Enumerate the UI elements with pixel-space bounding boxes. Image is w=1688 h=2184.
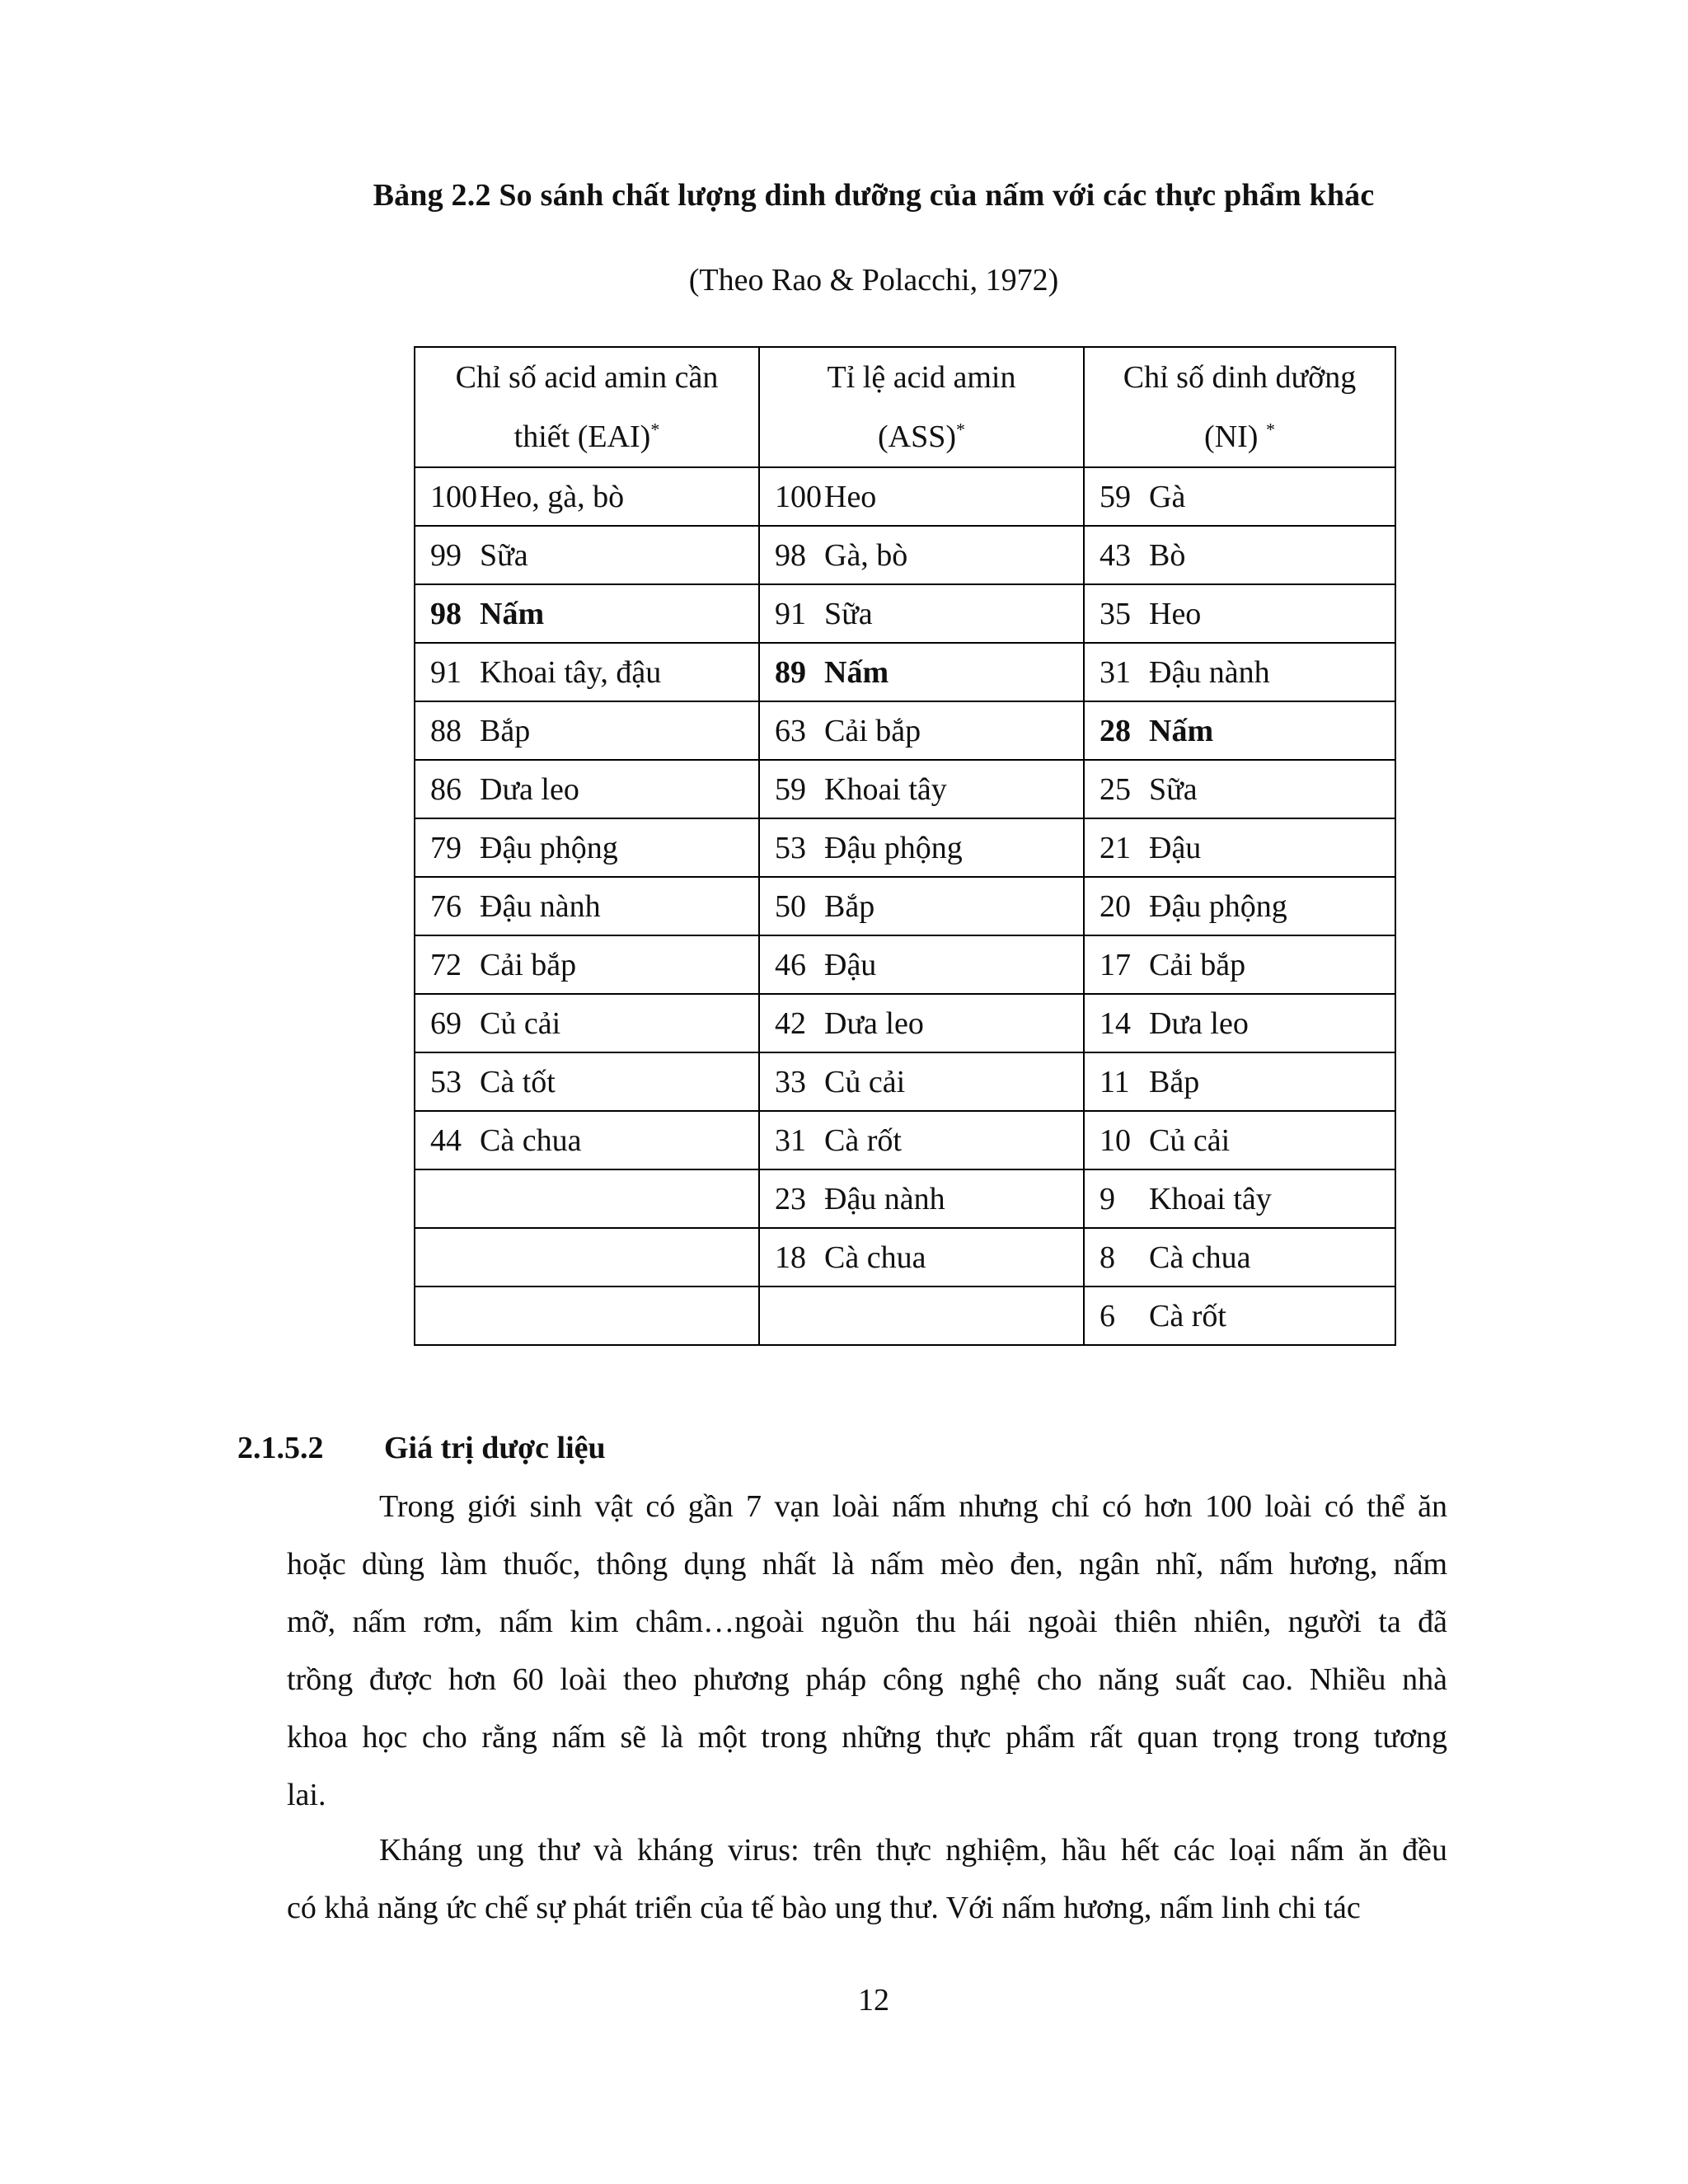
cell-food: Khoai tây: [824, 771, 947, 807]
table-cell: [759, 877, 1084, 935]
cell-food: Nấm: [824, 654, 889, 690]
cell-food: Dưa leo: [1149, 1005, 1249, 1041]
header-line2: thiết (EAI): [513, 419, 651, 454]
cell-value: 42: [775, 1005, 806, 1041]
cell-value: 28: [1100, 713, 1131, 748]
table-cell: [759, 526, 1084, 584]
cell-food: Bò: [1149, 537, 1186, 573]
table-cell: [415, 877, 759, 935]
cell-value: 8: [1100, 1240, 1115, 1275]
table-row: [415, 1111, 1395, 1169]
table-cell: [415, 701, 759, 760]
paragraph-line: có khả năng ức chế sự phát triển của tế bào ung thư. Với nấm hương, nấm linh chi tác: [287, 1891, 1361, 1925]
table-source: (Theo Rao & Polacchi, 1972): [688, 263, 1059, 298]
cell-food: Đậu phộng: [824, 830, 963, 865]
cell-value: 79: [430, 830, 462, 865]
table-cell: [759, 1169, 1084, 1228]
table-row: [415, 760, 1395, 818]
header-line2: (NI): [1204, 419, 1266, 454]
cell-value: 46: [775, 947, 806, 982]
cell-value: 89: [775, 654, 806, 690]
header-line1: Chỉ số acid amin cần: [455, 360, 719, 395]
cell-food: Đậu: [824, 947, 877, 982]
table-cell: [415, 584, 759, 643]
cell-value: 53: [775, 830, 806, 865]
cell-value: 100: [430, 479, 477, 514]
cell-food: Bắp: [480, 713, 531, 748]
table-cell: [415, 818, 759, 877]
cell-food: Heo, gà, bò: [480, 479, 625, 514]
table-cell: [415, 935, 759, 994]
cell-value: 59: [1100, 479, 1131, 514]
cell-value: 76: [430, 888, 462, 924]
paragraph-line: khoa học cho rằng nấm sẽ là một trong những thực phẩm rất quan trọng trong tương: [287, 1720, 1447, 1755]
cell-food: Heo: [1149, 596, 1202, 631]
cell-food: Đậu phộng: [480, 830, 618, 865]
table-cell: [1084, 1169, 1395, 1228]
cell-value: 6: [1100, 1298, 1115, 1333]
cell-food: Nấm: [480, 596, 545, 631]
cell-food: Bắp: [824, 888, 875, 924]
table-row: [415, 643, 1395, 701]
cell-food: Cà tốt: [480, 1064, 556, 1099]
cell-value: 9: [1100, 1181, 1115, 1216]
table-cell: [415, 1111, 759, 1169]
cell-value: 53: [430, 1064, 462, 1099]
table-cell: [759, 818, 1084, 877]
cell-value: 14: [1100, 1005, 1131, 1041]
cell-value: 10: [1100, 1122, 1131, 1158]
table-cell: [759, 935, 1084, 994]
table-row: [415, 526, 1395, 584]
table-cell: [759, 1286, 1084, 1345]
cell-food: Cà chua: [1149, 1240, 1251, 1275]
table-cell: [759, 994, 1084, 1052]
paragraph-line: trồng được hơn 60 loài theo phương pháp công nghệ cho năng suất cao. Nhiều nhà: [287, 1662, 1447, 1697]
cell-value: 17: [1100, 947, 1131, 982]
cell-food: Củ cải: [480, 1005, 561, 1041]
table-cell: [1084, 1286, 1395, 1345]
cell-food: Đậu nành: [480, 888, 601, 924]
table-cell: [759, 1111, 1084, 1169]
table-row: [415, 877, 1395, 935]
cell-food: Nấm: [1149, 713, 1214, 748]
cell-value: 20: [1100, 888, 1131, 924]
table-cell: [415, 1169, 759, 1228]
table-row: [415, 1169, 1395, 1228]
table-caption: Bảng 2.2 So sánh chất lượng dinh dưỡng của nấm với các thực phẩm khác: [373, 178, 1375, 213]
cell-value: 98: [775, 537, 806, 573]
paragraph-2: [287, 1821, 1447, 1937]
header-ni: [1084, 347, 1395, 467]
table-cell: [415, 994, 759, 1052]
footnote-mark: *: [1265, 419, 1275, 440]
table-cell: [1084, 760, 1395, 818]
header-eai: [415, 347, 759, 467]
cell-value: 86: [430, 771, 462, 807]
table-cell: [1084, 818, 1395, 877]
nutrition-comparison-table: [414, 346, 1396, 1346]
cell-food: Cải bắp: [824, 713, 921, 748]
cell-food: Khoai tây, đậu: [480, 654, 662, 690]
header-line1: Chỉ số dinh dưỡng: [1123, 360, 1357, 395]
table-cell: [415, 1052, 759, 1111]
cell-value: 50: [775, 888, 806, 924]
cell-value: 25: [1100, 771, 1131, 807]
page-number: 12: [858, 1983, 889, 2018]
cell-value: 18: [775, 1240, 806, 1275]
cell-value: 69: [430, 1005, 462, 1041]
table-row: [415, 994, 1395, 1052]
section-title: Giá trị dược liệu: [384, 1431, 606, 1465]
table-row: [415, 701, 1395, 760]
cell-value: 99: [430, 537, 462, 573]
table-cell: [759, 760, 1084, 818]
table-cell: [1084, 526, 1395, 584]
table-cell: [1084, 643, 1395, 701]
cell-value: 72: [430, 947, 462, 982]
cell-food: Sữa: [1149, 771, 1198, 807]
table-cell: [1084, 877, 1395, 935]
cell-value: 98: [430, 596, 462, 631]
table-cell: [1084, 935, 1395, 994]
cell-value: 33: [775, 1064, 806, 1099]
table-cell: [1084, 1052, 1395, 1111]
cell-food: Gà: [1149, 479, 1186, 514]
table-cell: [1084, 467, 1395, 526]
table-body: [415, 467, 1395, 1345]
table-cell: [759, 467, 1084, 526]
table-cell: [415, 643, 759, 701]
cell-food: Đậu phộng: [1149, 888, 1287, 924]
table-header-row: [415, 347, 1395, 467]
cell-food: Sữa: [824, 596, 873, 631]
table-row: [415, 1052, 1395, 1111]
table-cell: [415, 467, 759, 526]
cell-value: 43: [1100, 537, 1131, 573]
table-cell: [415, 1286, 759, 1345]
cell-value: 59: [775, 771, 806, 807]
footnote-mark: *: [650, 419, 660, 440]
table-cell: [415, 1228, 759, 1286]
cell-value: 44: [430, 1122, 462, 1158]
table-cell: [1084, 1228, 1395, 1286]
table-cell: [759, 1228, 1084, 1286]
cell-food: Cải bắp: [1149, 947, 1246, 982]
cell-value: 35: [1100, 596, 1131, 631]
cell-food: Củ cải: [824, 1064, 906, 1099]
cell-food: Cà rốt: [1149, 1298, 1226, 1333]
section-number: 2.1.5.2: [237, 1431, 324, 1465]
table-cell: [759, 701, 1084, 760]
table-cell: [1084, 701, 1395, 760]
paragraph-line: hoặc dùng làm thuốc, thông dụng nhất là nấm mèo đen, ngân nhĩ, nấm hương, nấm: [287, 1547, 1447, 1582]
table-row: [415, 1286, 1395, 1345]
table-cell: [1084, 994, 1395, 1052]
paragraph-line: lai.: [287, 1778, 326, 1812]
cell-food: Đậu: [1149, 830, 1202, 865]
header-line2: (ASS): [877, 419, 957, 454]
cell-food: Cà rốt: [824, 1122, 902, 1158]
cell-value: 31: [1100, 654, 1131, 690]
table-row: [415, 467, 1395, 526]
cell-food: Khoai tây: [1149, 1181, 1272, 1216]
table-row: [415, 584, 1395, 643]
header-ass: [759, 347, 1084, 467]
cell-value: 21: [1100, 830, 1131, 865]
table-row: [415, 1228, 1395, 1286]
table-cell: [415, 760, 759, 818]
paragraph-line: Kháng ung thư và kháng virus: trên thực nghiệm, hầu hết các loại nấm ăn đều: [379, 1833, 1447, 1868]
table-cell: [1084, 1111, 1395, 1169]
table-cell: [1084, 584, 1395, 643]
paragraph-line: mỡ, nấm rơm, nấm kim châm…ngoài nguồn thu hái ngoài thiên nhiên, người ta đã: [287, 1605, 1447, 1639]
table-row: [415, 935, 1395, 994]
cell-value: 63: [775, 713, 806, 748]
cell-food: Cà chua: [824, 1240, 926, 1275]
table-cell: [415, 526, 759, 584]
cell-food: Củ cải: [1149, 1122, 1231, 1158]
table-row: [415, 818, 1395, 877]
paragraph-1: [287, 1478, 1447, 1824]
cell-food: Sữa: [480, 537, 528, 573]
footnote-mark: *: [956, 419, 966, 440]
cell-value: 88: [430, 713, 462, 748]
cell-food: Heo: [824, 479, 877, 514]
cell-food: Cà chua: [480, 1122, 582, 1158]
table-cell: [759, 1052, 1084, 1111]
cell-value: 91: [775, 596, 806, 631]
cell-food: Dưa leo: [480, 771, 579, 807]
cell-food: Đậu nành: [1149, 654, 1270, 690]
cell-food: Gà, bò: [824, 537, 908, 573]
cell-food: Cải bắp: [480, 947, 577, 982]
cell-value: 91: [430, 654, 462, 690]
paragraph-line: Trong giới sinh vật có gần 7 vạn loài nấm nhưng chỉ có hơn 100 loài có thể ăn: [379, 1489, 1447, 1524]
header-line1: Tỉ lệ acid amin: [827, 360, 1016, 395]
cell-value: 23: [775, 1181, 806, 1216]
cell-value: 11: [1100, 1064, 1130, 1099]
table-cell: [759, 643, 1084, 701]
cell-value: 100: [775, 479, 822, 514]
table-cell: [759, 584, 1084, 643]
cell-food: Dưa leo: [824, 1005, 924, 1041]
cell-food: Đậu nành: [824, 1181, 945, 1216]
cell-value: 31: [775, 1122, 806, 1158]
cell-food: Bắp: [1149, 1064, 1200, 1099]
